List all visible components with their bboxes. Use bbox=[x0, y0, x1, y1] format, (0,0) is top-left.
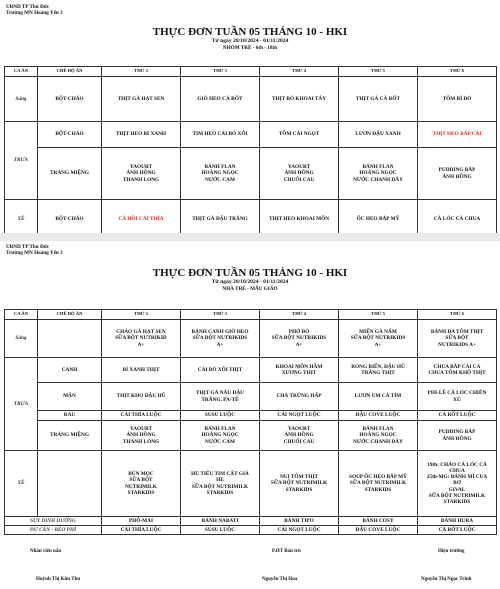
top-menu-sheet bbox=[0, 0, 500, 233]
menu-cell: NUI TÔM THỊT SỮA BỘT NUTRIMILK STARKIDS bbox=[260, 451, 339, 517]
menu-cell: CẢI THÌA LUỘC bbox=[102, 411, 181, 421]
table-row bbox=[5, 358, 497, 383]
menu-cell: BÁNH FLAN HOÀNG NGỌC NƯỚC CHANH DÂY bbox=[339, 148, 418, 200]
menu-cell: LƯƠN ĐẬU XANH bbox=[339, 122, 418, 148]
menu-cell: ỐC HEO BẮP MỸ bbox=[339, 200, 418, 240]
menu-cell: THỊT KHO ĐẬU HŨ bbox=[102, 383, 181, 411]
header-cell: THỨ 3 bbox=[181, 310, 260, 320]
menu-cell: CÀ RỐT LUỘC bbox=[418, 411, 497, 421]
menu-cell: THỊT HEO BÍ XANH bbox=[102, 122, 181, 148]
group-name: NHÓM TRẺ - 6th - 18th bbox=[222, 44, 278, 51]
signature-name-vice-principal: Nguyễn Thị Hoa bbox=[262, 577, 298, 582]
menu-cell: CẢI BÓ XÔI THỊT bbox=[181, 358, 260, 383]
signature-name-cook: Huỳnh Thị Kim Thu bbox=[36, 577, 81, 582]
table-row bbox=[5, 411, 497, 421]
menu-cell: CHÁO GÀ HẠT SEN SỮA BỘT NUTRIKID A+ bbox=[102, 320, 181, 358]
menu-cell: CẢI NGỌT LUỘC bbox=[260, 411, 339, 421]
diet-label bbox=[38, 320, 102, 358]
menu-cell: CHẢ TRỨNG HẤP bbox=[260, 383, 339, 411]
header-cell: THỨ 5 bbox=[339, 310, 418, 320]
signature-role-cook: Nhân viên nấu bbox=[30, 549, 62, 554]
table-row bbox=[5, 451, 497, 517]
menu-cell: YAOURT ÁNH HỒNG CHUỐI CAU bbox=[260, 148, 339, 200]
table-row bbox=[5, 421, 497, 451]
header-cell: THỨ 6 bbox=[418, 310, 497, 320]
menu-cell: PUDDING BẮP ÁNH HỒNG bbox=[418, 148, 497, 200]
menu-cell: LƯƠN UM CÀ TÍM bbox=[339, 383, 418, 411]
meal-label: XẾ bbox=[5, 451, 38, 517]
diet-label: TRÁNG MIỆNG bbox=[38, 148, 102, 200]
signature-name-principal: Nguyễn Thị Ngọc Trinh bbox=[421, 577, 472, 582]
menu-cell: TIM HEO CẢI BÓ XÔI bbox=[181, 122, 260, 148]
header-cell: CA ĂN bbox=[5, 67, 38, 77]
menu-cell: SUSU LUỘC bbox=[181, 526, 260, 535]
table-row bbox=[5, 383, 497, 411]
menu-cell: BÁNH COSY bbox=[339, 517, 418, 526]
menu-cell: THỊT BÒ KHOAI TÂY bbox=[260, 77, 339, 122]
menu-cell: YAOURT ÁNH HỒNG CHUỐI CAU bbox=[260, 421, 339, 451]
menu-title: THỰC ĐƠN TUẦN 05 THÁNG 10 - HKI bbox=[152, 25, 348, 38]
diet-label: BỘT-CHÁO bbox=[38, 77, 102, 122]
menu-cell: CÀ RỐT LUỘC bbox=[418, 526, 497, 535]
menu-cell: RONG BIỂN, ĐẬU HŨ TRẮNG THỊT bbox=[339, 358, 418, 383]
org-name: UBND TP Thủ Đức bbox=[6, 4, 50, 10]
header-cell: CHẾ ĐỘ ĂN bbox=[38, 310, 102, 320]
meal-label: TRƯA bbox=[5, 122, 38, 200]
menu-cell: BÁNH FLAN HOÀNG NGỌC NƯỚC CAM bbox=[181, 148, 260, 200]
menu-cell: BÁNH ĐA TÔM THỊT SỮA BỘT NUTRIKIDS A+ bbox=[418, 320, 497, 358]
table-row bbox=[5, 320, 497, 358]
menu-cell: BÁNH TIPO bbox=[260, 517, 339, 526]
menu-cell: HỦ TIẾU TIM CẬT GIÁ HẸ SỮA BỘT NUTRIMILK STARKIDS bbox=[181, 451, 260, 517]
menu-cell: PUDDING BẮP ÁNH HỒNG bbox=[418, 421, 497, 451]
table-row bbox=[5, 122, 497, 148]
table-row bbox=[5, 526, 497, 535]
diet-label: RAU bbox=[38, 411, 102, 421]
signature-role-vice-principal: P.HT Bán trú bbox=[272, 549, 301, 554]
header-cell: CA ĂN bbox=[5, 310, 38, 320]
menu-cell: 19th: CHÁO CÁ LÓC CÀ CHUA 25th-MG: BÁNH MÌ CUA BƠ GIVAL SỮA BỘT NUTRIMILK STARKIDS bbox=[418, 451, 497, 517]
menu-cell: PHỞ BÒ SỮA BỘT NUTRIKIDS A+ bbox=[260, 320, 339, 358]
menu-cell: PHÔ-MAI bbox=[102, 517, 181, 526]
bottom-menu-sheet bbox=[0, 241, 500, 589]
special-diet-label: DƯ CÂN - BÉO PHÌ bbox=[5, 526, 102, 535]
menu-cell: KHOAI MÔN HẦM XƯƠNG THỊT bbox=[260, 358, 339, 383]
table-row bbox=[5, 77, 497, 122]
menu-cell: SUSU LUỘC bbox=[181, 411, 260, 421]
diet-label: MẶN bbox=[38, 383, 102, 411]
menu-cell: PHI-LÊ CÁ LÓC CHIÊN XÙ bbox=[418, 383, 497, 411]
header-cell: THỨ 5 bbox=[339, 67, 418, 77]
header-cell: THỨ 3 bbox=[181, 67, 260, 77]
menu-cell: BÁNH FLAN HOÀNG NGỌC NƯỚC CAM bbox=[181, 421, 260, 451]
menu-cell: TÔM BÍ ĐỎ bbox=[418, 77, 497, 122]
menu-cell: THỊT GÀ ĐẬU TRẮNG bbox=[181, 200, 260, 240]
table-header-row bbox=[5, 310, 497, 320]
header-cell: THỨ 2 bbox=[102, 67, 181, 77]
sheet-divider bbox=[0, 233, 500, 241]
menu-cell: BÚN MỌC SỮA BỘT NUTRIMILK STARKIDS bbox=[102, 451, 181, 517]
menu-cell: MIẾN GÀ NẤM SỮA BỘT NUTRIKIDS A+ bbox=[339, 320, 418, 358]
header-cell: CHẾ ĐỘ ĂN bbox=[38, 67, 102, 77]
menu-cell: CẢI NGỌT LUỘC bbox=[260, 526, 339, 535]
header-cell: THỨ 4 bbox=[260, 310, 339, 320]
meal-label: TRƯA bbox=[5, 358, 38, 451]
menu-cell: BÁNH CANH GIÒ HEO SỮA BỘT NUTRIKIDS A+ bbox=[181, 320, 260, 358]
table-row bbox=[5, 517, 497, 526]
menu-cell: CHUA BẮP CẢI CÀ CHUA TÔM KHÔ THỊT bbox=[418, 358, 497, 383]
menu-title: THỰC ĐƠN TUẦN 05 THÁNG 10 - HKI bbox=[152, 266, 348, 279]
menu-cell: TÔM CẢI NGỌT bbox=[260, 122, 339, 148]
menu-cell: ĐẬU COVE LUỘC bbox=[339, 526, 418, 535]
meal-label: Sáng bbox=[5, 77, 38, 122]
menu-cell: THỊT GÀ HẠT SEN bbox=[102, 77, 181, 122]
menu-cell: GIÒ HEO CÀ RỐT bbox=[181, 77, 260, 122]
diet-label: BỘT-CHÁO bbox=[38, 122, 102, 148]
menu-table-bottom bbox=[4, 309, 497, 535]
menu-cell: BÍ XANH THỊT bbox=[102, 358, 181, 383]
diet-label: CANH bbox=[38, 358, 102, 383]
menu-cell: CẢI THÌA LUỘC bbox=[102, 526, 181, 535]
meal-label: XẾ bbox=[5, 200, 38, 240]
menu-cell: THỊT HEO KHOAI MÔN bbox=[260, 200, 339, 240]
table-row bbox=[5, 148, 497, 200]
menu-cell: CÁ LÓC CÀ CHUA bbox=[418, 200, 497, 240]
diet-label: BỘT-CHÁO bbox=[38, 200, 102, 240]
school-name: Trường MN Hoàng Yến 3 bbox=[6, 250, 63, 257]
menu-table-top bbox=[4, 66, 497, 240]
signature-role-principal: Hiệu trưởng bbox=[438, 549, 465, 554]
table-header-row bbox=[5, 67, 497, 77]
menu-cell: THỊT HEO BẮP CẢI bbox=[418, 122, 497, 148]
header-cell: THỨ 6 bbox=[418, 67, 497, 77]
org-name: UBND TP Thủ Đức bbox=[6, 244, 50, 250]
school-name: Trường MN Hoàng Yến 3 bbox=[6, 10, 63, 17]
diet-label bbox=[38, 451, 102, 517]
date-range: Từ ngày 28/10/2024 - 01/11/2024 bbox=[211, 278, 289, 285]
menu-cell: ĐẬU COVE LUỘC bbox=[339, 411, 418, 421]
menu-cell: THỊT GÀ CÀ RỐT bbox=[339, 77, 418, 122]
menu-cell: BÁNH FLAN HOÀNG NGỌC NƯỚC CHANH DÂY bbox=[339, 421, 418, 451]
date-range: Từ ngày 28/10/2024 - 01/11/2024 bbox=[211, 37, 289, 44]
meal-label: Sáng bbox=[5, 320, 38, 358]
header-cell: THỨ 4 bbox=[260, 67, 339, 77]
menu-cell: THỊT GÀ NẤU ĐẬU TRẮNG, PA-TÊ bbox=[181, 383, 260, 411]
special-diet-label: SUY DINH DƯỠNG bbox=[5, 517, 102, 526]
menu-cell: BÁNH NABATI bbox=[181, 517, 260, 526]
group-name: NHÀ TRẺ - MẪU GIÁO bbox=[222, 285, 278, 292]
menu-cell: YAOURT ÁNH HỒNG THANH LONG bbox=[102, 421, 181, 451]
menu-cell: BÁNH HURA bbox=[418, 517, 497, 526]
menu-cell: SOUP ỐC HEO BẮP MỸ SỮA BỘT NUTRIMILK STARKIDS bbox=[339, 451, 418, 517]
header-cell: THỨ 2 bbox=[102, 310, 181, 320]
menu-cell: CÁ HỒI CẢI THÌA bbox=[102, 200, 181, 240]
menu-cell: YAOURT ÁNH HỒNG THANH LONG bbox=[102, 148, 181, 200]
diet-label: TRÁNG MIỆNG bbox=[38, 421, 102, 451]
